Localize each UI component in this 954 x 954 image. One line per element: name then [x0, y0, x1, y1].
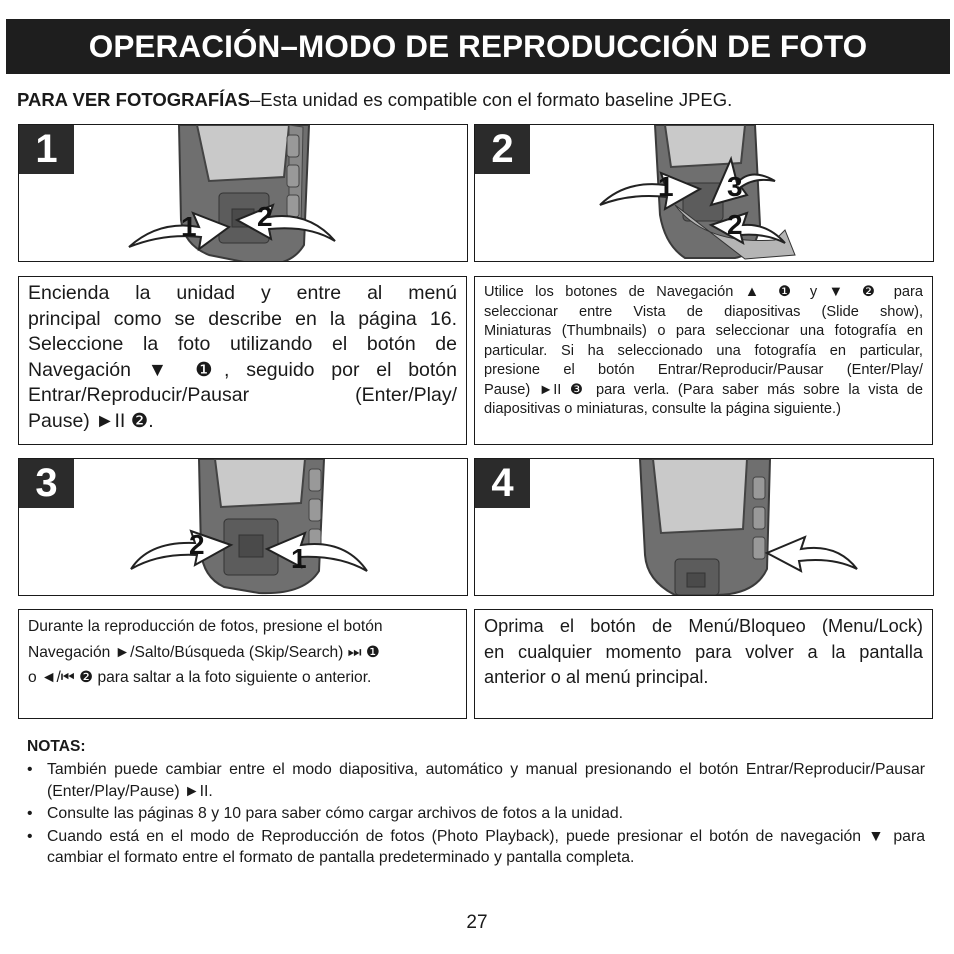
step-2-line: Utilice los botones de Navegación ▲ ❶ y ▼ ❷ para	[484, 284, 923, 300]
step-2-callout-1: 1	[658, 171, 674, 202]
step-2-line: diapositivas o miniaturas, consulte la página siguiente.)	[484, 401, 841, 417]
step-2-badge: 2	[475, 125, 530, 174]
step-2-line: Pause) ►II ❸ para verla. (Para saber más sobre la vista de	[484, 381, 923, 398]
step-3-callout-1: 1	[291, 543, 307, 574]
step-1-line: Encienda la unidad y entre al menú	[28, 282, 457, 304]
intro-label: PARA VER FOTOGRAFÍAS	[17, 89, 250, 110]
note-text: Cuando está en el modo de Reproducción de fotos (Photo Playback), puede presionar el botón de navegación ▼ para cambiar el formato entre el formato de pantalla predeterminado y pantalla completa.	[47, 827, 925, 866]
notes-list	[27, 759, 925, 870]
step-4-instructions	[474, 609, 933, 719]
bullet: •	[27, 805, 33, 822]
intro-text: –Esta unidad es compatible con el formato baseline JPEG.	[249, 89, 733, 110]
page-header	[6, 19, 950, 74]
bullet: •	[27, 761, 33, 778]
note-item	[27, 803, 925, 825]
page-title: OPERACIÓN–MODO DE REPRODUCCIÓN DE FOTO	[88, 28, 868, 64]
step-1-line: principal como se describe en la página 16.	[28, 307, 457, 330]
intro-line	[17, 88, 942, 112]
bullet: •	[27, 827, 33, 845]
step-4-line: Oprima el botón de Menú/Bloqueo (Menu/Lock)	[484, 616, 923, 636]
step-1-line: Entrar/Reproducir/Pausar (Enter/Play/	[28, 384, 457, 406]
step-2-callout-2: 2	[727, 209, 743, 240]
step-3-badge: 3	[19, 459, 74, 508]
step-2-illustration	[474, 124, 934, 262]
page-number: 27	[466, 912, 488, 933]
step-1-callout-2: 2	[257, 201, 273, 232]
device-illustration-3	[19, 459, 467, 595]
device-illustration-1	[19, 125, 467, 261]
step-4-badge: 4	[475, 459, 530, 508]
step-2-callout-3: 3	[727, 171, 743, 202]
step-1-line: Seleccione la foto utilizando el botón de	[28, 333, 457, 355]
step-1-callout-1: 1	[181, 211, 197, 242]
step-4-line: en cualquier momento para volver a la pantalla	[484, 641, 923, 662]
device-illustration-2	[475, 125, 933, 261]
step-2-line: particular. Si ha seleccionado una fotografía en particular,	[484, 342, 923, 359]
note-text: También puede cambiar entre el modo diapositiva, automático y manual presionando el botón Entrar/Reproducir/Pausar (Enter/Play/Pause) ►II.	[47, 761, 925, 800]
step-2-line: Miniaturas (Thumbnails) o para seleccionar una fotografía en	[484, 323, 923, 339]
step-2-line: presione el botón Entrar/Reproducir/Pausar (Enter/Play/	[484, 362, 923, 378]
note-text: Consulte las páginas 8 y 10 para saber cómo cargar archivos de fotos a la unidad.	[47, 805, 624, 822]
step-3-illustration	[18, 458, 468, 596]
notes-title: NOTAS:	[27, 738, 86, 755]
step-1-illustration	[18, 124, 468, 262]
step-4-illustration	[474, 458, 934, 596]
step-1-instructions	[18, 276, 467, 445]
step-1-line: Navegación ▼ ❶, seguido por el botón	[28, 358, 457, 381]
step-4-line: anterior o al menú principal.	[484, 667, 709, 687]
step-2-line: seleccionar entre Vista de diapositivas (Slide show),	[484, 303, 923, 320]
step-3-line: Durante la reproducción de fotos, presione el botón	[28, 618, 383, 635]
step-1-badge: 1	[19, 125, 74, 174]
device-illustration-4	[475, 459, 933, 595]
step-3-line: Navegación ►/Salto/Búsqueda (Skip/Search) ⏭ ❶	[28, 643, 381, 661]
step-2-instructions	[474, 276, 933, 445]
step-3-line: o ◄/⏮ ❷ para saltar a la foto siguiente o anterior.	[28, 669, 372, 686]
step-3-instructions	[18, 609, 467, 719]
note-item	[27, 826, 925, 869]
step-1-line: Pause) ►II ❷.	[28, 409, 154, 432]
step-3-callout-2: 2	[189, 529, 205, 560]
note-item	[27, 759, 925, 802]
